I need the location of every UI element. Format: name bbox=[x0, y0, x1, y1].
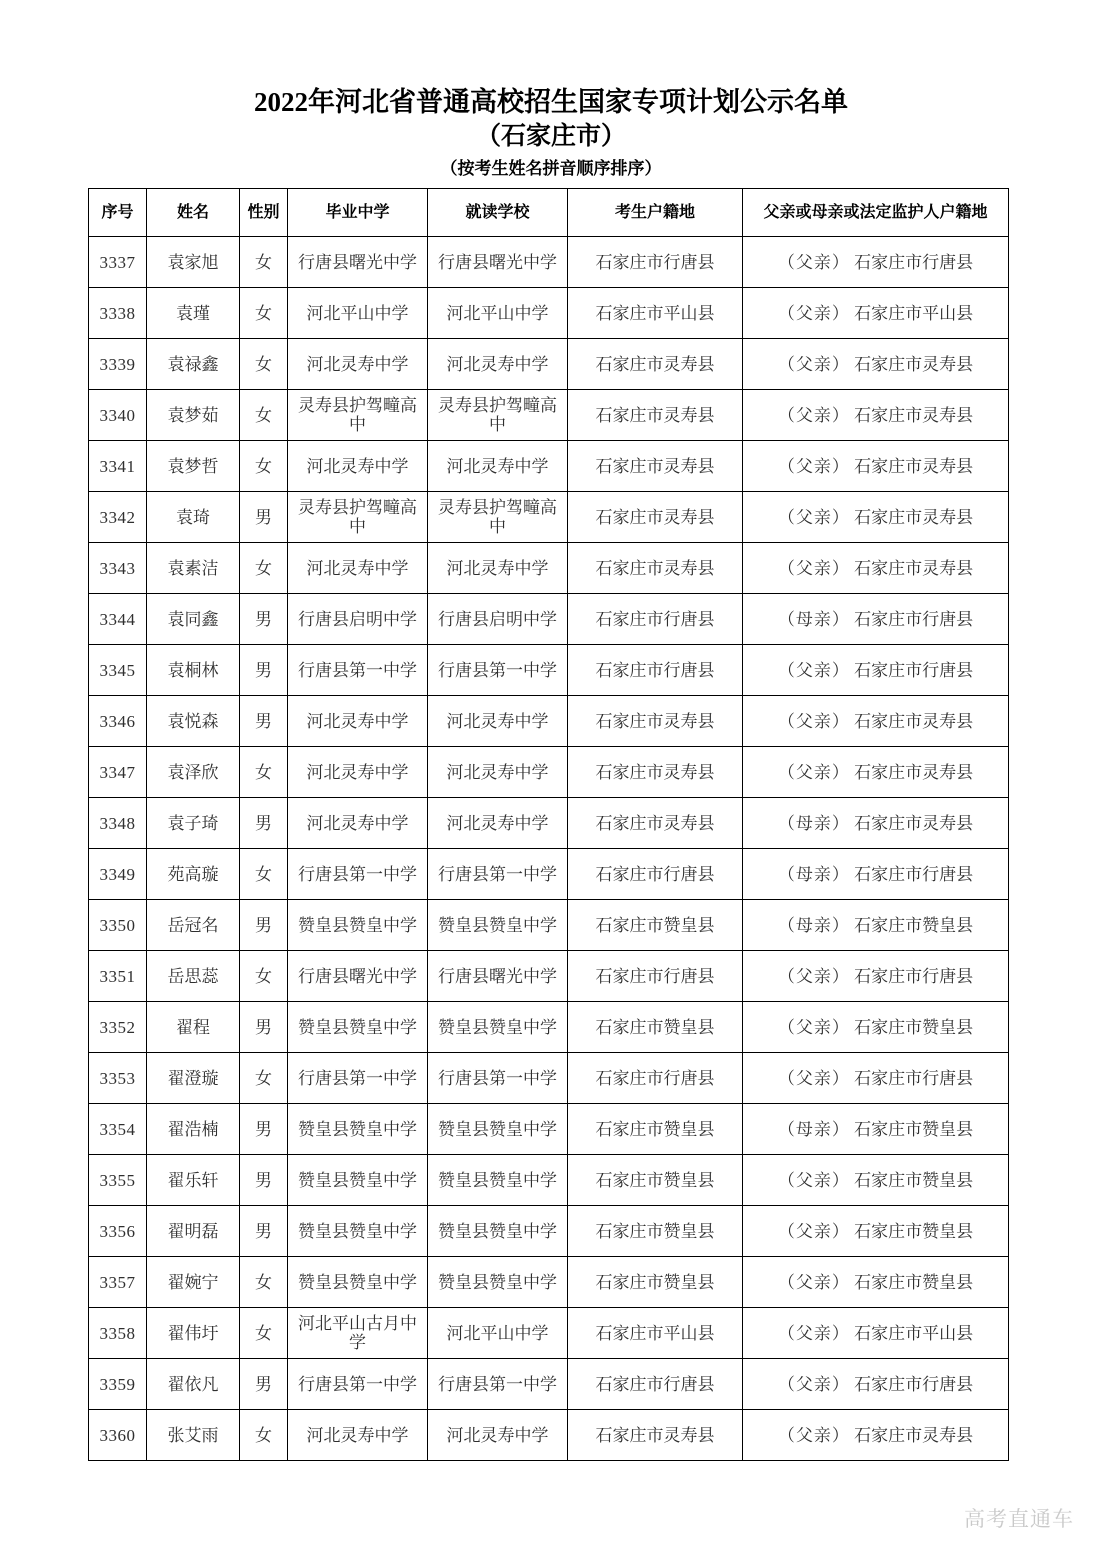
cell-student-residence: 石家庄市赞皇县 bbox=[568, 1206, 743, 1257]
cell-gender: 男 bbox=[240, 1155, 288, 1206]
cell-student-name: 翟婉宁 bbox=[147, 1257, 240, 1308]
cell-graduating-school: 河北灵寿中学 bbox=[288, 441, 428, 492]
cell-graduating-school: 灵寿县护驾疃高中 bbox=[288, 492, 428, 543]
cell-student-name: 袁子琦 bbox=[147, 798, 240, 849]
guardian-relation: （父亲） bbox=[777, 1272, 850, 1292]
cell-student-name: 苑高璇 bbox=[147, 849, 240, 900]
cell-serial-number: 3359 bbox=[89, 1359, 147, 1410]
cell-gender: 女 bbox=[240, 747, 288, 798]
cell-student-name: 袁同鑫 bbox=[147, 594, 240, 645]
watermark: 高考直通车 bbox=[964, 1508, 1074, 1531]
cell-student-residence: 石家庄市赞皇县 bbox=[568, 900, 743, 951]
table-row bbox=[89, 1257, 1009, 1308]
cell-graduating-school: 赞皇县赞皇中学 bbox=[288, 1002, 428, 1053]
cell-student-name: 岳思蕊 bbox=[147, 951, 240, 1002]
cell-gender: 男 bbox=[240, 1002, 288, 1053]
cell-attending-school: 河北灵寿中学 bbox=[428, 339, 568, 390]
cell-student-residence: 石家庄市赞皇县 bbox=[568, 1155, 743, 1206]
cell-student-residence: 石家庄市灵寿县 bbox=[568, 543, 743, 594]
cell-student-residence: 石家庄市行唐县 bbox=[568, 1053, 743, 1104]
cell-student-residence: 石家庄市灵寿县 bbox=[568, 492, 743, 543]
cell-attending-school: 行唐县第一中学 bbox=[428, 645, 568, 696]
cell-serial-number: 3346 bbox=[89, 696, 147, 747]
guardian-relation: （母亲） bbox=[777, 609, 850, 629]
cell-attending-school: 赞皇县赞皇中学 bbox=[428, 1206, 568, 1257]
guardian-relation: （母亲） bbox=[777, 915, 850, 935]
cell-gender: 女 bbox=[240, 288, 288, 339]
guardian-relation: （父亲） bbox=[777, 456, 850, 476]
cell-student-residence: 石家庄市行唐县 bbox=[568, 237, 743, 288]
cell-graduating-school: 行唐县曙光中学 bbox=[288, 951, 428, 1002]
cell-graduating-school: 赞皇县赞皇中学 bbox=[288, 1257, 428, 1308]
cell-attending-school: 赞皇县赞皇中学 bbox=[428, 1002, 568, 1053]
cell-gender: 女 bbox=[240, 951, 288, 1002]
cell-student-name: 翟明磊 bbox=[147, 1206, 240, 1257]
cell-student-name: 袁悦森 bbox=[147, 696, 240, 747]
cell-graduating-school: 行唐县第一中学 bbox=[288, 1359, 428, 1410]
cell-serial-number: 3356 bbox=[89, 1206, 147, 1257]
cell-attending-school: 赞皇县赞皇中学 bbox=[428, 1104, 568, 1155]
cell-guardian-residence bbox=[743, 390, 1009, 441]
cell-serial-number: 3338 bbox=[89, 288, 147, 339]
guardian-residence-place: 石家庄市行唐县 bbox=[854, 1374, 974, 1394]
title-block bbox=[0, 0, 1102, 182]
table-row bbox=[89, 645, 1009, 696]
cell-attending-school: 河北平山中学 bbox=[428, 288, 568, 339]
cell-guardian-residence bbox=[743, 951, 1009, 1002]
cell-guardian-residence bbox=[743, 798, 1009, 849]
guardian-residence-place: 石家庄市赞皇县 bbox=[854, 1119, 974, 1139]
cell-serial-number: 3343 bbox=[89, 543, 147, 594]
cell-graduating-school: 赞皇县赞皇中学 bbox=[288, 900, 428, 951]
cell-attending-school: 灵寿县护驾疃高中 bbox=[428, 492, 568, 543]
cell-attending-school: 行唐县第一中学 bbox=[428, 1053, 568, 1104]
cell-student-name: 翟浩楠 bbox=[147, 1104, 240, 1155]
cell-gender: 男 bbox=[240, 1206, 288, 1257]
guardian-relation: （父亲） bbox=[777, 303, 850, 323]
guardian-relation: （父亲） bbox=[777, 966, 850, 986]
cell-guardian-residence bbox=[743, 1359, 1009, 1410]
roster-table bbox=[88, 188, 1009, 1461]
cell-attending-school: 河北平山中学 bbox=[428, 1308, 568, 1359]
guardian-relation: （父亲） bbox=[777, 660, 850, 680]
guardian-residence-place: 石家庄市灵寿县 bbox=[854, 456, 974, 476]
cell-gender: 男 bbox=[240, 594, 288, 645]
guardian-relation: （父亲） bbox=[777, 762, 850, 782]
guardian-relation: （父亲） bbox=[777, 1221, 850, 1241]
cell-gender: 男 bbox=[240, 1359, 288, 1410]
cell-student-residence: 石家庄市行唐县 bbox=[568, 849, 743, 900]
table-row bbox=[89, 288, 1009, 339]
cell-guardian-residence bbox=[743, 441, 1009, 492]
cell-gender: 女 bbox=[240, 1410, 288, 1461]
guardian-residence-place: 石家庄市灵寿县 bbox=[854, 507, 974, 527]
cell-gender: 男 bbox=[240, 492, 288, 543]
column-header-num: 序号 bbox=[89, 189, 147, 237]
cell-serial-number: 3353 bbox=[89, 1053, 147, 1104]
cell-gender: 女 bbox=[240, 339, 288, 390]
cell-gender: 男 bbox=[240, 900, 288, 951]
cell-graduating-school: 河北灵寿中学 bbox=[288, 1410, 428, 1461]
guardian-residence-place: 石家庄市灵寿县 bbox=[854, 354, 974, 374]
cell-student-residence: 石家庄市赞皇县 bbox=[568, 1104, 743, 1155]
cell-graduating-school: 赞皇县赞皇中学 bbox=[288, 1104, 428, 1155]
cell-serial-number: 3339 bbox=[89, 339, 147, 390]
cell-gender: 女 bbox=[240, 1308, 288, 1359]
cell-gender: 女 bbox=[240, 441, 288, 492]
cell-serial-number: 3344 bbox=[89, 594, 147, 645]
cell-graduating-school: 河北灵寿中学 bbox=[288, 747, 428, 798]
cell-serial-number: 3340 bbox=[89, 390, 147, 441]
cell-student-name: 袁泽欣 bbox=[147, 747, 240, 798]
cell-student-name: 袁桐林 bbox=[147, 645, 240, 696]
cell-student-name: 袁家旭 bbox=[147, 237, 240, 288]
guardian-residence-place: 石家庄市赞皇县 bbox=[854, 1221, 974, 1241]
guardian-relation: （父亲） bbox=[777, 711, 850, 731]
column-header-hk: 考生户籍地 bbox=[568, 189, 743, 237]
cell-attending-school: 行唐县曙光中学 bbox=[428, 951, 568, 1002]
guardian-residence-place: 石家庄市行唐县 bbox=[854, 966, 974, 986]
cell-graduating-school: 河北平山古月中学 bbox=[288, 1308, 428, 1359]
guardian-residence-place: 石家庄市灵寿县 bbox=[854, 1425, 974, 1445]
cell-guardian-residence bbox=[743, 1155, 1009, 1206]
cell-student-name: 张艾雨 bbox=[147, 1410, 240, 1461]
cell-graduating-school: 河北灵寿中学 bbox=[288, 696, 428, 747]
guardian-residence-place: 石家庄市行唐县 bbox=[854, 1068, 974, 1088]
cell-serial-number: 3350 bbox=[89, 900, 147, 951]
guardian-relation: （父亲） bbox=[777, 354, 850, 374]
cell-serial-number: 3357 bbox=[89, 1257, 147, 1308]
cell-attending-school: 河北灵寿中学 bbox=[428, 543, 568, 594]
guardian-residence-place: 石家庄市灵寿县 bbox=[854, 558, 974, 578]
guardian-residence-place: 石家庄市平山县 bbox=[854, 303, 974, 323]
cell-student-name: 翟依凡 bbox=[147, 1359, 240, 1410]
guardian-residence-place: 石家庄市行唐县 bbox=[854, 609, 974, 629]
roster-table-container bbox=[88, 188, 1008, 1461]
cell-serial-number: 3351 bbox=[89, 951, 147, 1002]
table-header-row bbox=[89, 189, 1009, 237]
cell-graduating-school: 行唐县启明中学 bbox=[288, 594, 428, 645]
table-row bbox=[89, 492, 1009, 543]
cell-student-name: 翟乐轩 bbox=[147, 1155, 240, 1206]
table-row bbox=[89, 390, 1009, 441]
cell-student-name: 翟程 bbox=[147, 1002, 240, 1053]
guardian-residence-place: 石家庄市行唐县 bbox=[854, 660, 974, 680]
cell-guardian-residence bbox=[743, 237, 1009, 288]
cell-student-residence: 石家庄市行唐县 bbox=[568, 951, 743, 1002]
cell-student-name: 袁禄鑫 bbox=[147, 339, 240, 390]
cell-attending-school: 河北灵寿中学 bbox=[428, 441, 568, 492]
table-row bbox=[89, 1308, 1009, 1359]
cell-graduating-school: 行唐县第一中学 bbox=[288, 849, 428, 900]
cell-attending-school: 赞皇县赞皇中学 bbox=[428, 1155, 568, 1206]
cell-guardian-residence bbox=[743, 747, 1009, 798]
table-row bbox=[89, 1410, 1009, 1461]
cell-student-name: 翟伟圩 bbox=[147, 1308, 240, 1359]
cell-graduating-school: 行唐县第一中学 bbox=[288, 645, 428, 696]
cell-gender: 男 bbox=[240, 798, 288, 849]
cell-gender: 男 bbox=[240, 645, 288, 696]
table-row bbox=[89, 594, 1009, 645]
cell-gender: 女 bbox=[240, 1257, 288, 1308]
guardian-residence-place: 石家庄市灵寿县 bbox=[854, 813, 974, 833]
table-row bbox=[89, 1104, 1009, 1155]
guardian-residence-place: 石家庄市赞皇县 bbox=[854, 915, 974, 935]
guardian-residence-place: 石家庄市平山县 bbox=[854, 1323, 974, 1343]
cell-gender: 女 bbox=[240, 1053, 288, 1104]
cell-student-name: 袁瑾 bbox=[147, 288, 240, 339]
guardian-residence-place: 石家庄市赞皇县 bbox=[854, 1017, 974, 1037]
guardian-relation: （父亲） bbox=[777, 1017, 850, 1037]
guardian-residence-place: 石家庄市灵寿县 bbox=[854, 711, 974, 731]
guardian-relation: （母亲） bbox=[777, 1119, 850, 1139]
cell-serial-number: 3352 bbox=[89, 1002, 147, 1053]
cell-gender: 女 bbox=[240, 849, 288, 900]
cell-student-name: 袁梦哲 bbox=[147, 441, 240, 492]
cell-attending-school: 行唐县第一中学 bbox=[428, 1359, 568, 1410]
cell-guardian-residence bbox=[743, 1002, 1009, 1053]
cell-serial-number: 3341 bbox=[89, 441, 147, 492]
table-row bbox=[89, 1053, 1009, 1104]
cell-student-residence: 石家庄市灵寿县 bbox=[568, 441, 743, 492]
cell-attending-school: 灵寿县护驾疃高中 bbox=[428, 390, 568, 441]
cell-attending-school: 行唐县启明中学 bbox=[428, 594, 568, 645]
cell-guardian-residence bbox=[743, 1308, 1009, 1359]
guardian-relation: （父亲） bbox=[777, 1374, 850, 1394]
cell-serial-number: 3337 bbox=[89, 237, 147, 288]
cell-student-residence: 石家庄市灵寿县 bbox=[568, 798, 743, 849]
cell-guardian-residence bbox=[743, 1410, 1009, 1461]
guardian-residence-place: 石家庄市赞皇县 bbox=[854, 1170, 974, 1190]
cell-graduating-school: 河北灵寿中学 bbox=[288, 339, 428, 390]
cell-serial-number: 3342 bbox=[89, 492, 147, 543]
cell-serial-number: 3360 bbox=[89, 1410, 147, 1461]
cell-graduating-school: 行唐县第一中学 bbox=[288, 1053, 428, 1104]
cell-serial-number: 3358 bbox=[89, 1308, 147, 1359]
table-row bbox=[89, 951, 1009, 1002]
cell-gender: 男 bbox=[240, 1104, 288, 1155]
cell-guardian-residence bbox=[743, 288, 1009, 339]
cell-serial-number: 3345 bbox=[89, 645, 147, 696]
cell-graduating-school: 河北灵寿中学 bbox=[288, 798, 428, 849]
cell-student-residence: 石家庄市灵寿县 bbox=[568, 1410, 743, 1461]
table-row bbox=[89, 543, 1009, 594]
guardian-relation: （父亲） bbox=[777, 405, 850, 425]
guardian-relation: （父亲） bbox=[777, 1068, 850, 1088]
cell-gender: 女 bbox=[240, 543, 288, 594]
cell-attending-school: 河北灵寿中学 bbox=[428, 696, 568, 747]
table-row bbox=[89, 441, 1009, 492]
cell-student-residence: 石家庄市平山县 bbox=[568, 288, 743, 339]
cell-attending-school: 河北灵寿中学 bbox=[428, 747, 568, 798]
cell-attending-school: 河北灵寿中学 bbox=[428, 798, 568, 849]
cell-graduating-school: 行唐县曙光中学 bbox=[288, 237, 428, 288]
guardian-relation: （父亲） bbox=[777, 252, 850, 272]
cell-guardian-residence bbox=[743, 594, 1009, 645]
table-row bbox=[89, 1155, 1009, 1206]
cell-student-residence: 石家庄市赞皇县 bbox=[568, 1002, 743, 1053]
cell-student-residence: 石家庄市平山县 bbox=[568, 1308, 743, 1359]
cell-student-residence: 石家庄市灵寿县 bbox=[568, 747, 743, 798]
guardian-residence-place: 石家庄市行唐县 bbox=[854, 252, 974, 272]
cell-guardian-residence bbox=[743, 543, 1009, 594]
cell-graduating-school: 赞皇县赞皇中学 bbox=[288, 1155, 428, 1206]
page-sort-note: （按考生姓名拼音顺序排序） bbox=[440, 159, 662, 178]
guardian-relation: （母亲） bbox=[777, 813, 850, 833]
table-row bbox=[89, 696, 1009, 747]
cell-student-name: 袁素洁 bbox=[147, 543, 240, 594]
cell-serial-number: 3347 bbox=[89, 747, 147, 798]
cell-attending-school: 赞皇县赞皇中学 bbox=[428, 900, 568, 951]
cell-graduating-school: 灵寿县护驾疃高中 bbox=[288, 390, 428, 441]
cell-graduating-school: 河北平山中学 bbox=[288, 288, 428, 339]
table-body bbox=[89, 237, 1009, 1461]
cell-attending-school: 河北灵寿中学 bbox=[428, 1410, 568, 1461]
column-header-grad: 毕业中学 bbox=[288, 189, 428, 237]
cell-student-name: 翟澄璇 bbox=[147, 1053, 240, 1104]
cell-attending-school: 赞皇县赞皇中学 bbox=[428, 1257, 568, 1308]
cell-student-residence: 石家庄市行唐县 bbox=[568, 645, 743, 696]
guardian-relation: （父亲） bbox=[777, 1170, 850, 1190]
guardian-residence-place: 石家庄市行唐县 bbox=[854, 864, 974, 884]
cell-student-residence: 石家庄市灵寿县 bbox=[568, 390, 743, 441]
cell-student-residence: 石家庄市灵寿县 bbox=[568, 696, 743, 747]
table-row bbox=[89, 900, 1009, 951]
cell-student-name: 袁琦 bbox=[147, 492, 240, 543]
column-header-study: 就读学校 bbox=[428, 189, 568, 237]
cell-guardian-residence bbox=[743, 900, 1009, 951]
cell-guardian-residence bbox=[743, 696, 1009, 747]
cell-guardian-residence bbox=[743, 645, 1009, 696]
column-header-sex: 性别 bbox=[240, 189, 288, 237]
cell-serial-number: 3354 bbox=[89, 1104, 147, 1155]
table-row bbox=[89, 798, 1009, 849]
cell-student-residence: 石家庄市行唐县 bbox=[568, 594, 743, 645]
cell-attending-school: 行唐县曙光中学 bbox=[428, 237, 568, 288]
table-row bbox=[89, 849, 1009, 900]
cell-guardian-residence bbox=[743, 339, 1009, 390]
guardian-relation: （父亲） bbox=[777, 558, 850, 578]
page-subtitle: （石家庄市） bbox=[475, 123, 626, 150]
guardian-relation: （父亲） bbox=[777, 507, 850, 527]
cell-graduating-school: 河北灵寿中学 bbox=[288, 543, 428, 594]
cell-graduating-school: 赞皇县赞皇中学 bbox=[288, 1206, 428, 1257]
cell-guardian-residence bbox=[743, 1053, 1009, 1104]
table-row bbox=[89, 1002, 1009, 1053]
cell-guardian-residence bbox=[743, 849, 1009, 900]
guardian-relation: （父亲） bbox=[777, 1425, 850, 1445]
cell-guardian-residence bbox=[743, 1206, 1009, 1257]
cell-gender: 女 bbox=[240, 237, 288, 288]
guardian-relation: （父亲） bbox=[777, 1323, 850, 1343]
cell-guardian-residence bbox=[743, 1257, 1009, 1308]
column-header-name: 姓名 bbox=[147, 189, 240, 237]
table-row bbox=[89, 339, 1009, 390]
guardian-residence-place: 石家庄市赞皇县 bbox=[854, 1272, 974, 1292]
cell-serial-number: 3349 bbox=[89, 849, 147, 900]
table-header bbox=[89, 189, 1009, 237]
cell-student-residence: 石家庄市赞皇县 bbox=[568, 1257, 743, 1308]
guardian-residence-place: 石家庄市灵寿县 bbox=[854, 762, 974, 782]
guardian-residence-place: 石家庄市灵寿县 bbox=[854, 405, 974, 425]
cell-attending-school: 行唐县第一中学 bbox=[428, 849, 568, 900]
column-header-par: 父亲或母亲或法定监护人户籍地 bbox=[743, 189, 1009, 237]
cell-gender: 男 bbox=[240, 696, 288, 747]
table-row bbox=[89, 237, 1009, 288]
cell-guardian-residence bbox=[743, 1104, 1009, 1155]
cell-serial-number: 3348 bbox=[89, 798, 147, 849]
cell-student-residence: 石家庄市灵寿县 bbox=[568, 339, 743, 390]
page-title: 2022年河北省普通高校招生国家专项计划公示名单 bbox=[254, 87, 848, 117]
table-row bbox=[89, 747, 1009, 798]
guardian-relation: （母亲） bbox=[777, 864, 850, 884]
cell-student-residence: 石家庄市行唐县 bbox=[568, 1359, 743, 1410]
cell-student-name: 岳冠名 bbox=[147, 900, 240, 951]
cell-guardian-residence bbox=[743, 492, 1009, 543]
cell-gender: 女 bbox=[240, 390, 288, 441]
cell-student-name: 袁梦茹 bbox=[147, 390, 240, 441]
table-row bbox=[89, 1206, 1009, 1257]
table-row bbox=[89, 1359, 1009, 1410]
cell-serial-number: 3355 bbox=[89, 1155, 147, 1206]
